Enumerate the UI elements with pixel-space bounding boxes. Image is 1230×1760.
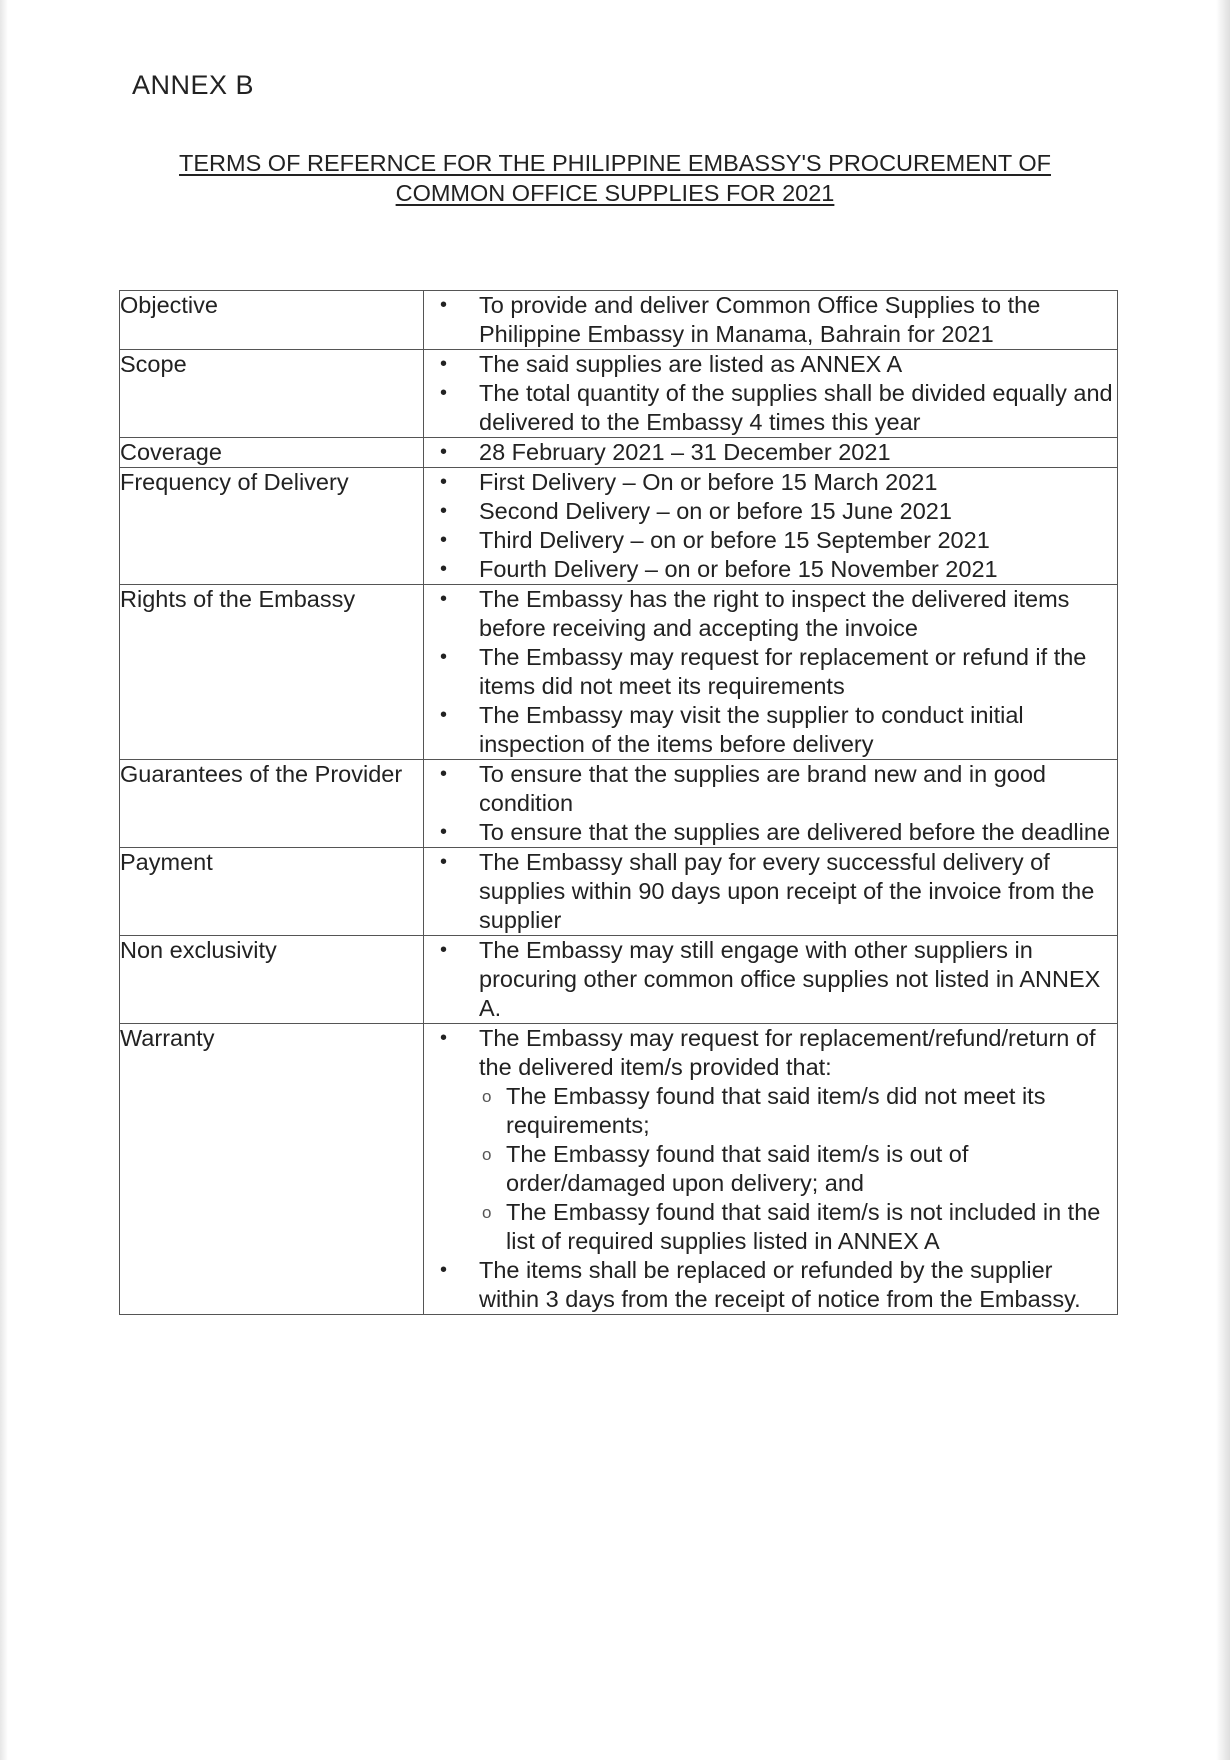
sub-list xyxy=(479,1082,1117,1256)
bullet-item: • To ensure that the supplies are brand new and in good condition xyxy=(424,760,1117,818)
row-content xyxy=(424,1024,1118,1315)
row-guarantees-of-the-provider xyxy=(120,760,1118,848)
bullet-item: • The said supplies are listed as ANNEX A xyxy=(424,350,1117,379)
row-content xyxy=(424,585,1118,760)
row-non-exclusivity xyxy=(120,936,1118,1024)
row-frequency-of-delivery xyxy=(120,468,1118,585)
bullet-item: • To ensure that the supplies are delivered before the deadline xyxy=(424,818,1117,847)
row-rights-of-the-embassy xyxy=(120,585,1118,760)
title-line-2: COMMON OFFICE SUPPLIES FOR 2021 xyxy=(395,180,835,206)
bullet-item: • The Embassy may still engage with other suppliers in procuring other common office supplies not listed in ANNEX A. xyxy=(424,936,1117,1023)
row-label: Rights of the Embassy xyxy=(120,585,424,760)
row-label: Payment xyxy=(120,848,424,936)
title-line-1: TERMS OF REFERNCE FOR THE PHILIPPINE EMBASSY'S PROCUREMENT OF xyxy=(179,150,1051,176)
annex-label: ANNEX B xyxy=(132,70,255,100)
bullet-item: • Second Delivery – on or before 15 June 2021 xyxy=(424,497,1117,526)
bullet-item: • 28 February 2021 – 31 December 2021 xyxy=(424,438,1117,467)
sub-bullet-item: o The Embassy found that said item/s is out of order/damaged upon delivery; and xyxy=(479,1140,1117,1198)
bullet-item: • The Embassy shall pay for every successful delivery of supplies within 90 days upon receipt of the invoice from the supplier xyxy=(424,848,1117,935)
row-content xyxy=(424,350,1118,438)
bullet-item: • The Embassy has the right to inspect the delivered items before receiving and accepting the invoice xyxy=(424,585,1117,643)
sub-bullet-item: o The Embassy found that said item/s did not meet its requirements; xyxy=(479,1082,1117,1140)
row-label: Coverage xyxy=(120,438,424,468)
scan-edge-right xyxy=(1216,0,1230,1760)
bullet-item: • The items shall be replaced or refunded by the supplier within 3 days from the receipt of notice from the Embassy. xyxy=(424,1256,1117,1314)
row-label: Scope xyxy=(120,350,424,438)
terms-table xyxy=(119,290,1118,1315)
row-objective xyxy=(120,291,1118,350)
bullet-item: • Fourth Delivery – on or before 15 November 2021 xyxy=(424,555,1117,584)
bullet-item: • The total quantity of the supplies shall be divided equally and delivered to the Embassy 4 times this year xyxy=(424,379,1117,437)
bullet-item: • The Embassy may request for replacement or refund if the items did not meet its requirements xyxy=(424,643,1117,701)
document-title xyxy=(130,148,1100,208)
bullet-item: • First Delivery – On or before 15 March 2021 xyxy=(424,468,1117,497)
bullet-item: • Third Delivery – on or before 15 September 2021 xyxy=(424,526,1117,555)
row-label: Objective xyxy=(120,291,424,350)
row-warranty xyxy=(120,1024,1118,1315)
row-label: Non exclusivity xyxy=(120,936,424,1024)
row-coverage xyxy=(120,438,1118,468)
bullet-item: • The Embassy may visit the supplier to conduct initial inspection of the items before delivery xyxy=(424,701,1117,759)
bullet-item xyxy=(424,1024,1117,1256)
row-content xyxy=(424,291,1118,350)
row-content xyxy=(424,438,1118,468)
row-label: Guarantees of the Provider xyxy=(120,760,424,848)
row-content xyxy=(424,760,1118,848)
bullet-text: • The Embassy may request for replacement/refund/return of the delivered item/s provided that: xyxy=(479,1025,1096,1080)
scan-edge-left xyxy=(0,0,8,1760)
bullet-item: • To provide and deliver Common Office Supplies to the Philippine Embassy in Manama, Bahrain for 2021 xyxy=(424,291,1117,349)
row-content xyxy=(424,848,1118,936)
row-payment xyxy=(120,848,1118,936)
row-content xyxy=(424,936,1118,1024)
row-label: Frequency of Delivery xyxy=(120,468,424,585)
sub-bullet-item: o The Embassy found that said item/s is not included in the list of required supplies listed in ANNEX A xyxy=(479,1198,1117,1256)
row-scope xyxy=(120,350,1118,438)
row-label: Warranty xyxy=(120,1024,424,1315)
row-content xyxy=(424,468,1118,585)
